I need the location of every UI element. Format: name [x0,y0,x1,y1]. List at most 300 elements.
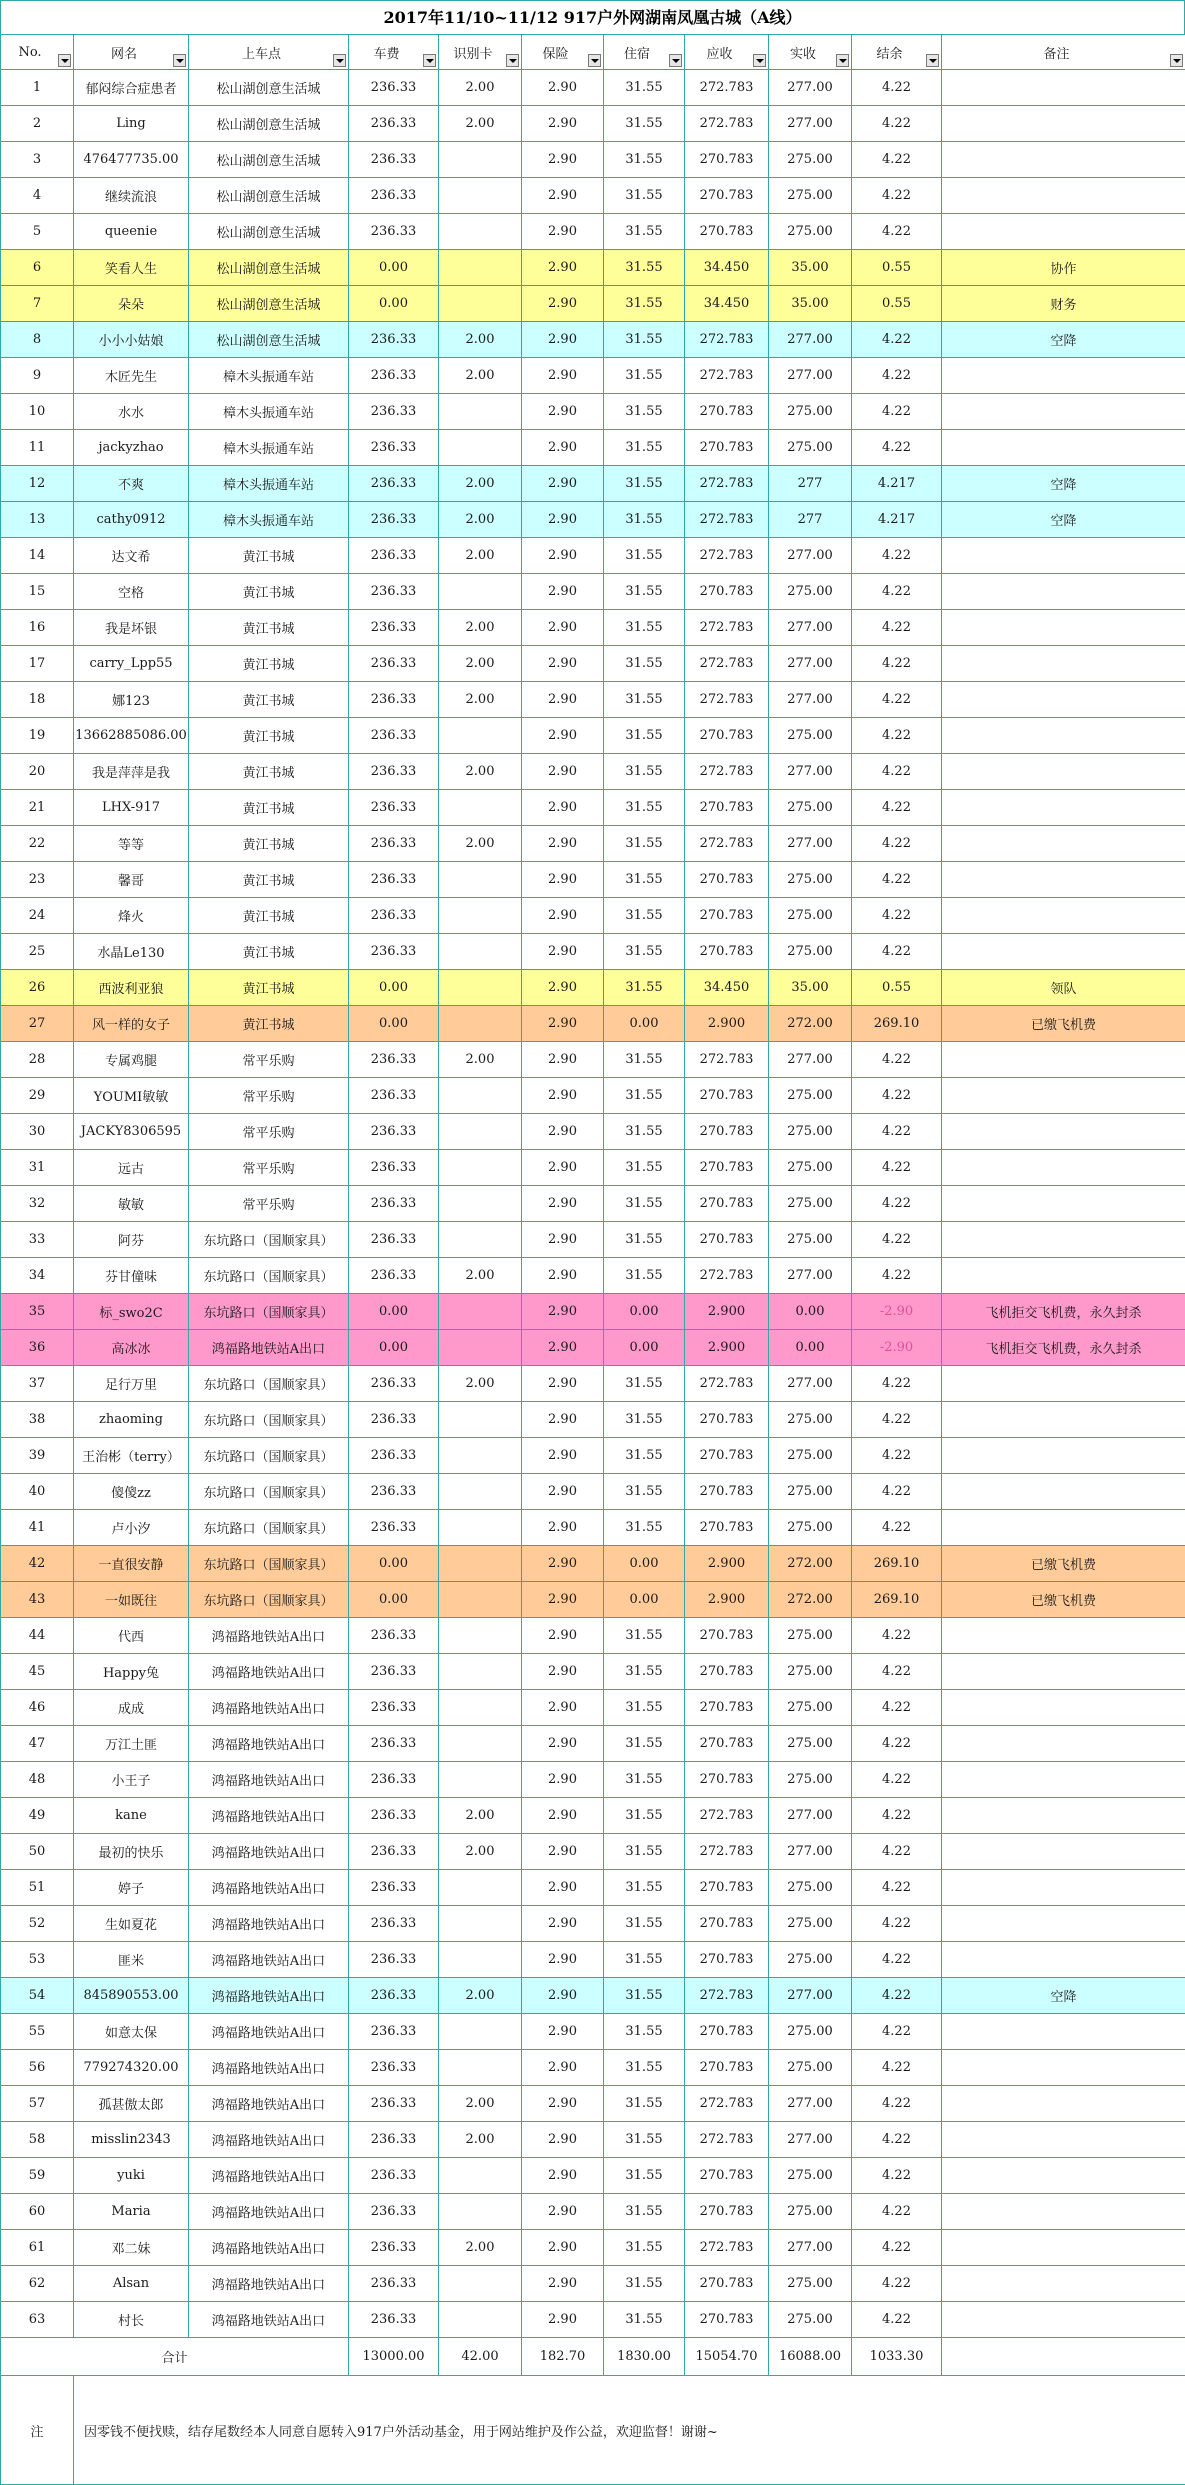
cell-fare: 236.33 [349,1258,439,1294]
cell-card [439,214,522,250]
cell-fare: 236.33 [349,1438,439,1474]
cell-no: 45 [1,1654,74,1690]
cell-fare: 236.33 [349,538,439,574]
cell-paid: 277.00 [769,646,852,682]
cell-no: 9 [1,358,74,394]
cell-due: 270.783 [685,1438,769,1474]
cell-note [942,934,1185,970]
cell-due: 270.783 [685,1618,769,1654]
cell-fare: 236.33 [349,1906,439,1942]
cell-ins: 2.90 [522,358,604,394]
cell-stop: 松山湖创意生活城 [189,214,349,250]
cell-card [439,394,522,430]
cell-due: 272.783 [685,2122,769,2158]
cell-no: 1 [1,70,74,106]
cell-no: 20 [1,754,74,790]
filter-dropdown-icon[interactable] [58,54,71,67]
cell-due: 272.783 [685,682,769,718]
cell-due: 270.783 [685,790,769,826]
cell-note [942,1906,1185,1942]
cell-note [942,2122,1185,2158]
cell-ins: 2.90 [522,1474,604,1510]
cell-bal: 4.22 [852,826,942,862]
cell-no: 28 [1,1042,74,1078]
cell-stop: 黄江书城 [189,934,349,970]
cell-no: 11 [1,430,74,466]
cell-hotel: 31.55 [604,1186,685,1222]
cell-hotel: 31.55 [604,1798,685,1834]
cell-due: 270.783 [685,2194,769,2230]
cell-name: Happy兔 [74,1654,189,1690]
cell-stop: 东坑路口（国顺家具） [189,1438,349,1474]
cell-note [942,2266,1185,2302]
cell-stop: 黄江书城 [189,862,349,898]
cell-hotel: 31.55 [604,358,685,394]
table-row [1,2122,1185,2158]
cell-no: 31 [1,1150,74,1186]
cell-note [942,1762,1185,1798]
cell-stop: 黄江书城 [189,718,349,754]
cell-name: 西波利亚狼 [74,970,189,1006]
table-row [1,2050,1185,2086]
cell-stop: 黄江书城 [189,646,349,682]
cell-name: jackyzhao [74,430,189,466]
cell-bal: 4.22 [852,358,942,394]
cell-ins: 2.90 [522,2050,604,2086]
cell-note [942,1618,1185,1654]
cell-no: 59 [1,2158,74,2194]
cell-card [439,178,522,214]
cell-hotel: 0.00 [604,1582,685,1618]
table-row [1,1582,1185,1618]
cell-hotel: 31.55 [604,2266,685,2302]
cell-note [942,214,1185,250]
cell-stop: 鸿福路地铁站A出口 [189,2014,349,2050]
cell-note: 飞机拒交飞机费，永久封杀 [942,1330,1185,1366]
cell-card [439,1474,522,1510]
cell-no: 34 [1,1258,74,1294]
cell-paid: 277.00 [769,358,852,394]
cell-no: 19 [1,718,74,754]
cell-stop: 鸿福路地铁站A出口 [189,2050,349,2086]
cell-no: 37 [1,1366,74,1402]
total-due: 15054.70 [685,2338,769,2376]
cell-stop: 鸿福路地铁站A出口 [189,1870,349,1906]
cell-no: 40 [1,1474,74,1510]
cell-name: LHX-917 [74,790,189,826]
cell-due: 270.783 [685,394,769,430]
cell-name: Alsan [74,2266,189,2302]
table-row [1,1186,1185,1222]
cell-ins: 2.90 [522,322,604,358]
cell-hotel: 31.55 [604,1114,685,1150]
filter-dropdown-icon[interactable] [173,54,186,67]
cell-no: 53 [1,1942,74,1978]
column-header-note [942,35,1185,70]
cell-no: 30 [1,1114,74,1150]
cell-no: 51 [1,1870,74,1906]
cell-note [942,1726,1185,1762]
cell-ins: 2.90 [522,466,604,502]
filter-dropdown-icon[interactable] [423,54,436,67]
cell-paid: 272.00 [769,1006,852,1042]
cell-card [439,1186,522,1222]
cell-paid: 275.00 [769,214,852,250]
cell-bal: 4.22 [852,2266,942,2302]
cell-name: 村长 [74,2302,189,2338]
cell-card: 2.00 [439,466,522,502]
table-row [1,1366,1185,1402]
cell-name: 一如既往 [74,1582,189,1618]
cell-name: yuki [74,2158,189,2194]
cell-due: 272.783 [685,1798,769,1834]
cell-due: 272.783 [685,466,769,502]
cell-bal: 4.22 [852,718,942,754]
cell-paid: 272.00 [769,1582,852,1618]
table-row [1,2194,1185,2230]
cell-note [942,142,1185,178]
cell-fare: 236.33 [349,826,439,862]
cell-ins: 2.90 [522,538,604,574]
cell-due: 270.783 [685,1402,769,1438]
cell-stop: 樟木头振通车站 [189,394,349,430]
cell-no: 12 [1,466,74,502]
cell-ins: 2.90 [522,1906,604,1942]
cell-fare: 236.33 [349,646,439,682]
table-row [1,1222,1185,1258]
cell-bal: 4.22 [852,1942,942,1978]
cell-card: 2.00 [439,754,522,790]
filter-dropdown-icon[interactable] [333,54,346,67]
cell-fare: 236.33 [349,1618,439,1654]
cell-name: 水晶Le130 [74,934,189,970]
cell-paid: 275.00 [769,1186,852,1222]
total-card: 42.00 [439,2338,522,2376]
cell-ins: 2.90 [522,1582,604,1618]
cell-name: 卢小汐 [74,1510,189,1546]
cell-hotel: 31.55 [604,646,685,682]
filter-dropdown-icon[interactable] [1170,54,1183,67]
cell-paid: 0.00 [769,1294,852,1330]
column-header-label: 住宿 [624,43,664,62]
table-row [1,790,1185,826]
cell-bal: 4.22 [852,2086,942,2122]
cell-no: 60 [1,2194,74,2230]
cell-card [439,718,522,754]
cell-fare: 236.33 [349,574,439,610]
cell-note [942,2194,1185,2230]
cell-fare: 236.33 [349,1042,439,1078]
table-row [1,1870,1185,1906]
cell-no: 21 [1,790,74,826]
cell-note [942,1798,1185,1834]
cell-no: 18 [1,682,74,718]
cell-bal: 4.22 [852,2230,942,2266]
cell-name: 木匠先生 [74,358,189,394]
cell-due: 272.783 [685,502,769,538]
cell-stop: 东坑路口（国顺家具） [189,1222,349,1258]
cell-due: 270.783 [685,2014,769,2050]
cell-card [439,1222,522,1258]
cell-fare: 236.33 [349,178,439,214]
cell-hotel: 31.55 [604,826,685,862]
cell-due: 2.900 [685,1330,769,1366]
cell-ins: 2.90 [522,142,604,178]
cell-card: 2.00 [439,2086,522,2122]
filter-dropdown-icon[interactable] [506,54,519,67]
cell-card [439,2014,522,2050]
cell-due: 270.783 [685,1510,769,1546]
cell-name: 最初的快乐 [74,1834,189,1870]
cell-paid: 275.00 [769,1150,852,1186]
cell-no: 7 [1,286,74,322]
cell-stop: 鸿福路地铁站A出口 [189,1762,349,1798]
cell-no: 33 [1,1222,74,1258]
table-row [1,1042,1185,1078]
cell-name: 标_swo2C [74,1294,189,1330]
cell-no: 52 [1,1906,74,1942]
cell-note [942,1258,1185,1294]
cell-paid: 275.00 [769,2014,852,2050]
table-row [1,250,1185,286]
cell-stop: 鸿福路地铁站A出口 [189,2158,349,2194]
cell-paid: 277.00 [769,70,852,106]
cell-hotel: 31.55 [604,1402,685,1438]
cell-name: YOUMI敏敏 [74,1078,189,1114]
cell-note [942,538,1185,574]
cell-stop: 鸿福路地铁站A出口 [189,1330,349,1366]
cell-hotel: 31.55 [604,1654,685,1690]
cell-bal: 4.22 [852,142,942,178]
cell-name: 779274320.00 [74,2050,189,2086]
cell-note [942,1222,1185,1258]
cell-bal: -2.90 [852,1294,942,1330]
table-row [1,214,1185,250]
cell-paid: 275.00 [769,1618,852,1654]
cell-due: 272.783 [685,646,769,682]
cell-fare: 236.33 [349,862,439,898]
cell-ins: 2.90 [522,2014,604,2050]
filter-dropdown-icon[interactable] [926,54,939,67]
cell-bal: 4.22 [852,1798,942,1834]
cell-fare: 236.33 [349,718,439,754]
total-hotel: 1830.00 [604,2338,685,2376]
cell-note [942,70,1185,106]
cell-card [439,2158,522,2194]
cell-bal: 0.55 [852,970,942,1006]
cell-no: 49 [1,1798,74,1834]
cell-bal: 4.22 [852,754,942,790]
cell-fare: 236.33 [349,1114,439,1150]
column-header-due [685,35,769,70]
cell-no: 47 [1,1726,74,1762]
cell-paid: 277.00 [769,610,852,646]
total-label: 合计 [1,2338,349,2376]
cell-paid: 275.00 [769,934,852,970]
cell-stop: 鸿福路地铁站A出口 [189,1618,349,1654]
cell-paid: 277.00 [769,538,852,574]
column-header-no [1,35,74,70]
cell-bal: 4.22 [852,898,942,934]
cell-ins: 2.90 [522,646,604,682]
cell-paid: 275.00 [769,1762,852,1798]
cell-paid: 275.00 [769,574,852,610]
cell-name: Maria [74,2194,189,2230]
table-row [1,538,1185,574]
cell-hotel: 31.55 [604,2230,685,2266]
cell-stop: 鸿福路地铁站A出口 [189,2194,349,2230]
cell-stop: 黄江书城 [189,574,349,610]
cell-due: 2.900 [685,1582,769,1618]
cell-name: 婷子 [74,1870,189,1906]
cell-stop: 常平乐购 [189,1186,349,1222]
cell-name: 足行万里 [74,1366,189,1402]
cell-hotel: 31.55 [604,250,685,286]
table-row [1,970,1185,1006]
cell-note [942,826,1185,862]
cell-hotel: 31.55 [604,790,685,826]
cell-ins: 2.90 [522,718,604,754]
cell-fare: 0.00 [349,1006,439,1042]
cell-no: 39 [1,1438,74,1474]
cell-paid: 275.00 [769,2158,852,2194]
cell-card [439,1618,522,1654]
cell-note [942,610,1185,646]
table-row [1,718,1185,754]
cell-note [942,1402,1185,1438]
cell-due: 270.783 [685,862,769,898]
filter-dropdown-icon[interactable] [753,54,766,67]
table-row [1,1078,1185,1114]
cell-paid: 35.00 [769,250,852,286]
cell-note: 空降 [942,322,1185,358]
cell-ins: 2.90 [522,394,604,430]
cell-stop: 松山湖创意生活城 [189,322,349,358]
cell-name: 水水 [74,394,189,430]
cell-card: 2.00 [439,1834,522,1870]
cell-card [439,934,522,970]
cell-fare: 0.00 [349,286,439,322]
cell-note: 已缴飞机费 [942,1006,1185,1042]
cell-paid: 272.00 [769,1546,852,1582]
footnote-label: 注 [1,2376,74,2485]
cell-fare: 236.33 [349,2014,439,2050]
filter-dropdown-icon[interactable] [836,54,849,67]
cell-ins: 2.90 [522,682,604,718]
cell-due: 270.783 [685,1186,769,1222]
cell-fare: 236.33 [349,1510,439,1546]
cell-ins: 2.90 [522,574,604,610]
table-row [1,106,1185,142]
cell-name: 远古 [74,1150,189,1186]
cell-card [439,1114,522,1150]
cell-ins: 2.90 [522,1870,604,1906]
cell-hotel: 0.00 [604,1006,685,1042]
cell-no: 24 [1,898,74,934]
cell-bal: 4.22 [852,2158,942,2194]
cell-name: 娜123 [74,682,189,718]
cell-paid: 275.00 [769,1870,852,1906]
cell-name: 达文希 [74,538,189,574]
cell-ins: 2.90 [522,1330,604,1366]
cell-due: 270.783 [685,178,769,214]
table-row [1,394,1185,430]
cell-hotel: 31.55 [604,1474,685,1510]
cell-bal: 4.22 [852,610,942,646]
filter-dropdown-icon[interactable] [669,54,682,67]
cell-fare: 236.33 [349,466,439,502]
cell-hotel: 31.55 [604,430,685,466]
cell-no: 4 [1,178,74,214]
cell-bal: 4.22 [852,1978,942,2014]
cell-ins: 2.90 [522,1258,604,1294]
cell-paid: 275.00 [769,1474,852,1510]
cell-no: 50 [1,1834,74,1870]
cell-fare: 236.33 [349,898,439,934]
cell-bal: 4.22 [852,430,942,466]
cell-card: 2.00 [439,106,522,142]
cell-stop: 鸿福路地铁站A出口 [189,2086,349,2122]
cell-bal: 4.22 [852,1078,942,1114]
cell-hotel: 31.55 [604,286,685,322]
table-row [1,826,1185,862]
cell-card: 2.00 [439,2122,522,2158]
cell-note [942,574,1185,610]
cell-due: 272.783 [685,322,769,358]
cell-hotel: 31.55 [604,718,685,754]
cell-fare: 236.33 [349,358,439,394]
cell-stop: 松山湖创意生活城 [189,286,349,322]
cell-paid: 277.00 [769,322,852,358]
cell-hotel: 31.55 [604,2014,685,2050]
cell-fare: 236.33 [349,2230,439,2266]
cell-hotel: 31.55 [604,2050,685,2086]
table-row [1,322,1185,358]
table-row [1,430,1185,466]
cell-stop: 黄江书城 [189,754,349,790]
cell-paid: 0.00 [769,1330,852,1366]
cell-due: 272.783 [685,106,769,142]
cell-no: 5 [1,214,74,250]
cell-due: 34.450 [685,286,769,322]
cell-due: 272.783 [685,2086,769,2122]
cell-bal: 4.22 [852,1366,942,1402]
cell-name: 代西 [74,1618,189,1654]
cell-fare: 236.33 [349,1150,439,1186]
cell-due: 272.783 [685,1258,769,1294]
cell-no: 62 [1,2266,74,2302]
cell-hotel: 31.55 [604,1978,685,2014]
cell-paid: 277.00 [769,1042,852,1078]
cell-no: 57 [1,2086,74,2122]
table-row [1,1438,1185,1474]
cell-card [439,2050,522,2086]
cell-fare: 236.33 [349,2266,439,2302]
cell-name: 孤甚傲太郎 [74,2086,189,2122]
cell-bal: 0.55 [852,250,942,286]
cell-name: 13662885086.00 [74,718,189,754]
cell-fare: 0.00 [349,1546,439,1582]
total-balance: 1033.30 [852,2338,942,2376]
table-row [1,1618,1185,1654]
cell-no: 41 [1,1510,74,1546]
table-row [1,502,1185,538]
filter-dropdown-icon[interactable] [588,54,601,67]
table-row [1,2086,1185,2122]
cell-note: 空降 [942,1978,1185,2014]
cell-stop: 鸿福路地铁站A出口 [189,2122,349,2158]
cell-card [439,898,522,934]
